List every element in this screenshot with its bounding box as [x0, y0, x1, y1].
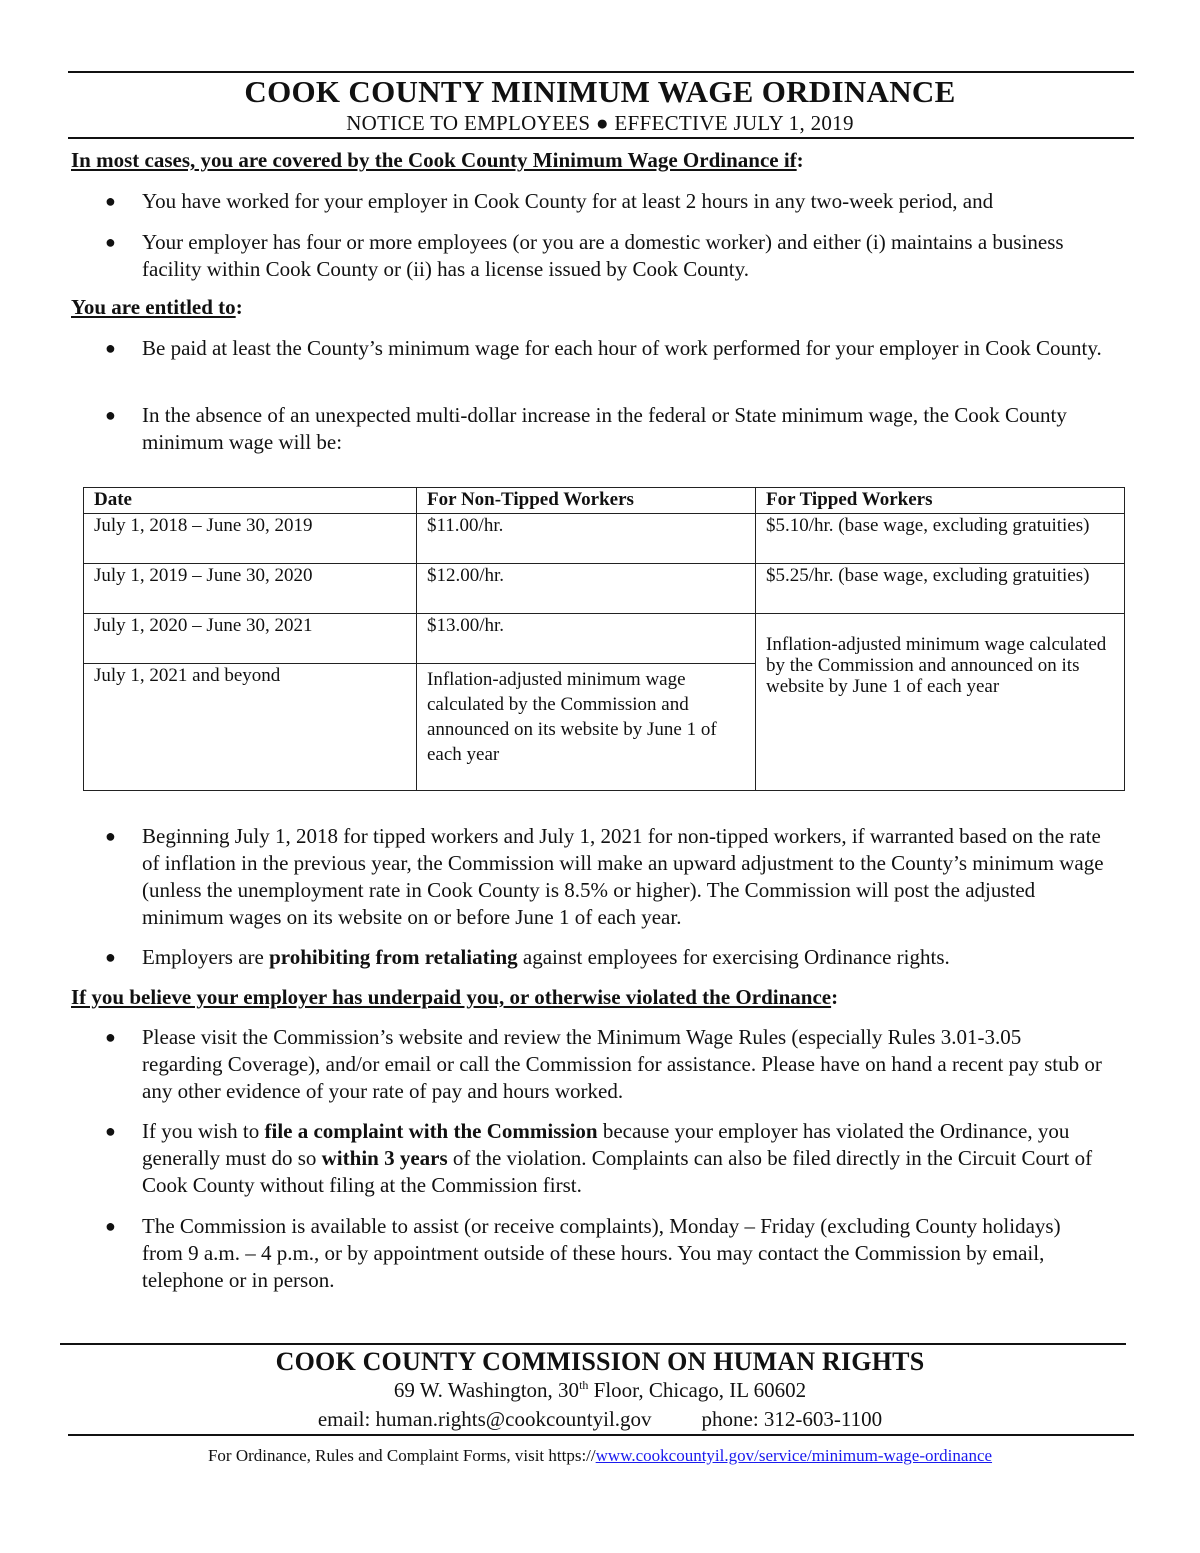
table-row — [84, 514, 1125, 564]
list-item: ● The Commission is available to assist (or receive complaints), Monday – Friday (excluding County holidays) from 9 a.m. – 4 p.m., or by appointment outside of these hours. You may contact the Commission by email, telephone or in person. — [105, 1214, 1061, 1292]
footer-contact — [0, 1407, 1200, 1432]
footer-visit-line: For Ordinance, Rules and Complaint Forms, visit https://www.cookcountyil.gov/service/minimum-wage-ordinance — [207, 1446, 993, 1465]
non-tipped-cell: Inflation-adjusted minimum wage calculated by the Commission and announced on its website by June 1 of each year — [417, 664, 756, 791]
list-item: ● Be paid at least the County’s minimum wage for each hour of work performed for your employer in Cook County. — [105, 336, 1102, 360]
bullet-icon: ● — [105, 826, 116, 846]
tipped-cell-merged: Inflation-adjusted minimum wage calculated by the Commission and announced on its website by June 1 of each year — [756, 614, 1125, 791]
bullet-icon: ● — [105, 338, 116, 358]
footer-bottom-rule — [68, 1434, 1134, 1436]
footer-org-name: COOK COUNTY COMMISSION ON HUMAN RIGHTS — [275, 1347, 925, 1376]
table-row — [84, 564, 1125, 614]
entitled-heading: You are entitled to: — [71, 295, 243, 319]
bullet-icon: ● — [105, 947, 116, 967]
covered-heading: In most cases, you are covered by the Cook County Minimum Wage Ordinance if: — [71, 148, 804, 172]
underpaid-heading: If you believe your employer has underpaid you, or otherwise violated the Ordinance: — [71, 985, 839, 1009]
list-item: ● Your employer has four or more employees (or you are a domestic worker) and either (i) maintains a business facility within Cook County or (ii) has a license issued by Cook County. — [105, 230, 1064, 281]
table-header-row — [84, 488, 1125, 514]
date-cell: July 1, 2020 – June 30, 2021 — [84, 614, 417, 664]
list-item: ● Employers are prohibiting from retaliating against employees for exercising Ordinance rights. — [105, 945, 950, 969]
list-item: ● Please visit the Commission’s website and review the Minimum Wage Rules (especially Rules 3.01-3.05 regarding Coverage), and/or email or call the Commission for assistance. Please have on hand a recent pay stub or any other evidence of your rate of pay and hours worked. — [105, 1025, 1102, 1103]
minimum-wage-table — [83, 487, 1125, 791]
date-cell: July 1, 2019 – June 30, 2020 — [84, 564, 417, 614]
list-item: ● Beginning July 1, 2018 for tipped workers and July 1, 2021 for non-tipped workers, if warranted based on the rate of inflation in the previous year, the Commission will make an upward adjustment to the County’s minimum wage (unless the unemployment rate in Cook County is 8.5% or higher). The Commission will post the adjusted minimum wages on its website on or before June 1 of each year. — [105, 824, 1104, 929]
non-tipped-cell: $11.00/hr. — [417, 514, 756, 564]
list-item: ● In the absence of an unexpected multi-dollar increase in the federal or State minimum wage, the Cook County minimum wage will be: — [105, 403, 1067, 454]
non-tipped-cell: $12.00/hr. — [417, 564, 756, 614]
footer-address: 69 W. Washington, 30th Floor, Chicago, IL 60602 — [393, 1378, 807, 1402]
column-header-tipped: For Tipped Workers — [756, 488, 1125, 514]
date-cell: July 1, 2021 and beyond — [84, 664, 417, 791]
footer-email: email: human.rights@cookcountyil.gov — [317, 1407, 652, 1431]
bullet-icon: ● — [105, 1027, 116, 1047]
bullet-icon: ● — [105, 405, 116, 425]
page-subtitle: NOTICE TO EMPLOYEES ● EFFECTIVE JULY 1, 2019 — [346, 111, 854, 135]
ordinance-link[interactable]: www.cookcountyil.gov/service/minimum-wage-ordinance — [595, 1446, 993, 1465]
column-header-date: Date — [84, 488, 417, 514]
list-item: ● If you wish to file a complaint with the Commission because your employer has violated the Ordinance, you generally must do so within 3 years of the violation. Complaints can also be filed directly in the Circuit Court of Cook County without filing at the Commission first. — [105, 1119, 1093, 1197]
footer-top-rule — [60, 1343, 1126, 1345]
date-cell: July 1, 2018 – June 30, 2019 — [84, 514, 417, 564]
page-title: COOK COUNTY MINIMUM WAGE ORDINANCE — [244, 74, 956, 109]
bullet-icon: ● — [105, 1216, 116, 1236]
column-header-non-tipped: For Non-Tipped Workers — [417, 488, 756, 514]
non-tipped-cell: $13.00/hr. — [417, 614, 756, 664]
tipped-cell: $5.25/hr. (base wage, excluding gratuities) — [756, 564, 1125, 614]
tipped-cell: $5.10/hr. (base wage, excluding gratuities) — [756, 514, 1125, 564]
bullet-icon: ● — [105, 191, 116, 211]
footer-phone: phone: 312-603-1100 — [701, 1407, 883, 1431]
bullet-icon: ● — [105, 232, 116, 252]
header-rule — [68, 137, 1134, 139]
table-row — [84, 614, 1125, 664]
bullet-icon: ● — [105, 1121, 116, 1141]
top-rule — [68, 71, 1134, 73]
list-item: ● You have worked for your employer in Cook County for at least 2 hours in any two-week period, and — [105, 189, 994, 213]
